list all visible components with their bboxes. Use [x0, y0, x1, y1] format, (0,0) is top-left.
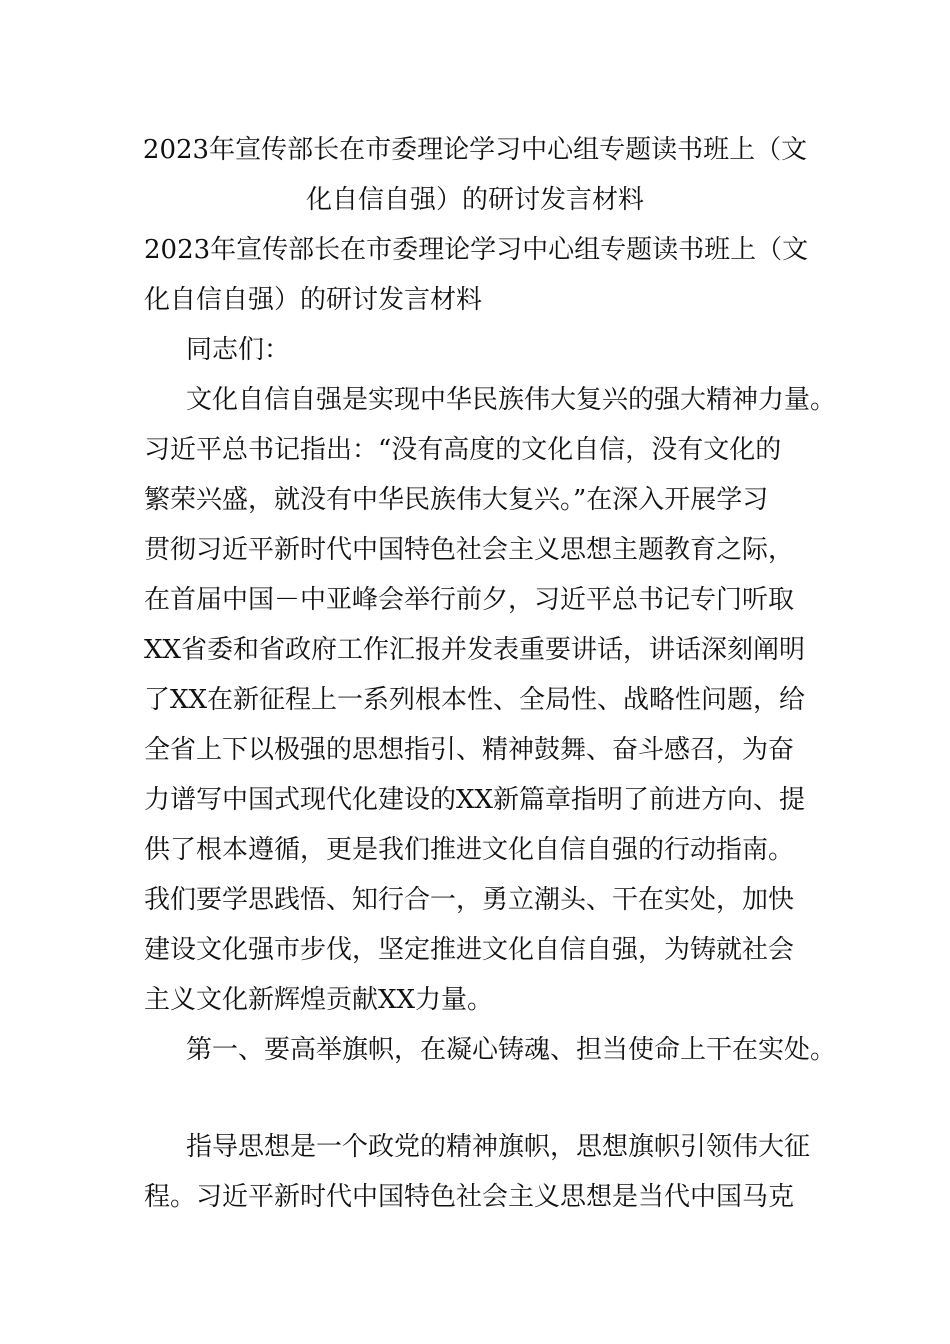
paragraph-line: 繁荣兴盛，就没有中华民族伟大复兴。”在深入开展学习 — [144, 485, 769, 515]
paragraph-line: 程。习近平新时代中国特色社会主义思想是当代中国马克 — [144, 1182, 795, 1212]
paragraph-line: 力谱写中国式现代化建设的XX新篇章指明了前进方向、提 — [144, 785, 806, 815]
section-heading: 第一、要高举旗帜，在凝心铸魂、担当使命上干在实处。 — [186, 1035, 837, 1065]
paragraph-line: XX省委和省政府工作汇报并发表重要讲话，讲话深刻阐明 — [144, 635, 806, 665]
paragraph-line: 指导思想是一个政党的精神旗帜，思想旗帜引领伟大征 — [186, 1132, 811, 1162]
paragraph-line: 习近平总书记指出：“没有高度的文化自信，没有文化的 — [144, 435, 782, 465]
paragraph-line: 主义文化新辉煌贡献XX力量。 — [144, 985, 494, 1015]
paragraph-line: 贯彻习近平新时代中国特色社会主义思想主题教育之际， — [144, 535, 795, 565]
paragraph-line: 全省上下以极强的思想指引、精神鼓舞、奋斗感召，为奋 — [144, 735, 795, 765]
paragraph-line: 供了根本遵循，更是我们推进文化自信自强的行动指南。 — [144, 835, 795, 865]
heading-line-1: 2023年宣传部长在市委理论学习中心组专题读书班上（文 — [144, 235, 809, 265]
paragraph-line: 文化自信自强是实现中华民族伟大复兴的强大精神力量。 — [186, 385, 837, 415]
paragraph-line: 建设文化强市步伐，坚定推进文化自信自强，为铸就社会 — [144, 935, 795, 965]
document-title-line-1: 2023年宣传部长在市委理论学习中心组专题读书班上（文 — [142, 135, 808, 165]
paragraph-line: 了XX在新征程上一系列根本性、全局性、战略性问题，给 — [144, 685, 806, 715]
paragraph-line: 我们要学思践悟、知行合一，勇立潮头、干在实处，加快 — [144, 885, 795, 915]
heading-line-2: 化自信自强）的研讨发言材料 — [144, 285, 483, 315]
salutation: 同志们： — [186, 335, 291, 365]
document-title-line-2: 化自信自强）的研讨发言材料 — [305, 185, 644, 215]
paragraph-line: 在首届中国－中亚峰会举行前夕，习近平总书记专门听取 — [144, 585, 795, 615]
